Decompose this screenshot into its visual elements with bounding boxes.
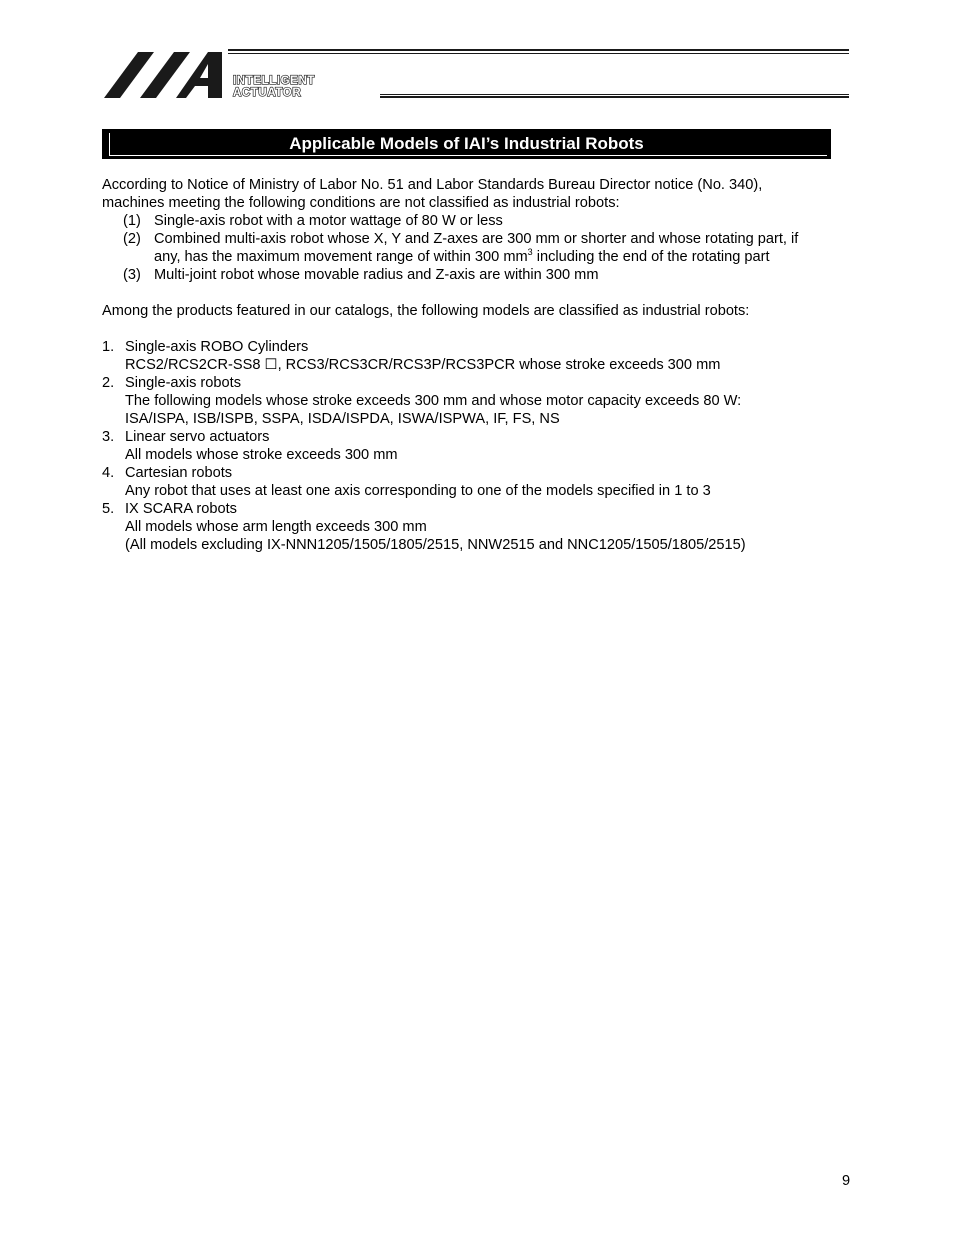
superscript: 3 (527, 247, 533, 257)
condition-item (102, 212, 862, 230)
item-number: 1. (102, 339, 115, 355)
condition-number: (3) (123, 267, 141, 283)
item-detail: (All models excluding IX-NNN1205/1505/1805/2515, NNW2515 and NNC1205/1505/1805/2515) (125, 537, 746, 553)
header-rule-bottom (380, 94, 849, 95)
item-detail: ISA/ISPA, ISB/ISPB, SSPA, ISDA/ISPDA, ISWA/ISPWA, IF, FS, NS (125, 411, 560, 427)
condition-number: (2) (123, 231, 141, 247)
condition-text-line-2-end: including the end of the rotating part (532, 249, 770, 265)
header-rule-top (228, 49, 849, 51)
condition-item (102, 230, 862, 266)
item-number: 4. (102, 465, 115, 481)
logo-wordmark (233, 75, 315, 99)
intro-line-1: According to Notice of Ministry of Labor No. 51 and Labor Standards Bureau Director notice (No. 340), (102, 177, 763, 193)
item-detail: RCS2/RCS2CR-SS8 ☐, RCS3/RCS3CR/RCS3P/RCS3PCR whose stroke exceeds 300 mm (125, 357, 721, 373)
logo-line-1: INTELLIGENT (233, 75, 315, 87)
intro-line-2: machines meeting the following conditions are not classified as industrial robots: (102, 195, 620, 211)
item-number: 5. (102, 501, 115, 517)
header-rule-top-thin (228, 53, 849, 54)
iai-logo (104, 48, 224, 100)
item-heading: Single-axis robots (125, 375, 241, 391)
item-detail: All models whose arm length exceeds 300 mm (125, 519, 427, 535)
item-detail: Any robot that uses at least one axis corresponding to one of the models specified in 1 to 3 (125, 483, 711, 499)
among-paragraph: Among the products featured in our catalogs, the following models are classified as industrial robots: (102, 303, 750, 319)
model-list-item (102, 338, 862, 374)
item-heading: IX SCARA robots (125, 501, 237, 517)
logo-line-2: ACTUATOR (233, 87, 302, 99)
item-heading: Single-axis ROBO Cylinders (125, 339, 309, 355)
model-list-item (102, 464, 862, 500)
condition-text: Single-axis robot with a motor wattage of 80 W or less (154, 213, 503, 229)
item-detail: The following models whose stroke exceeds 300 mm and whose motor capacity exceeds 80 W: (125, 393, 742, 409)
item-heading: Linear servo actuators (125, 429, 270, 445)
condition-text: Multi-joint robot whose movable radius and Z-axis are within 300 mm (154, 267, 599, 283)
document-body (102, 176, 862, 554)
item-detail: All models whose stroke exceeds 300 mm (125, 447, 398, 463)
condition-text-line-2: any, has the maximum movement range of within 300 mm (154, 249, 528, 265)
item-number: 2. (102, 375, 115, 391)
item-number: 3. (102, 429, 115, 445)
item-heading: Cartesian robots (125, 465, 233, 481)
header-rule-bottom-thick (380, 96, 849, 98)
condition-text (154, 230, 862, 266)
condition-number: (1) (123, 213, 141, 229)
page-number: 9 (842, 1173, 851, 1189)
model-list-item (102, 428, 862, 464)
model-list-item (102, 500, 862, 554)
condition-item (102, 266, 862, 284)
condition-text-line-1: Combined multi-axis robot whose X, Y and Z-axes are 300 mm or shorter and whose rotating part, if (154, 231, 799, 247)
section-title: Applicable Models of IAI’s Industrial Robots (289, 134, 644, 153)
model-list-item (102, 374, 862, 428)
section-title-banner (102, 129, 831, 159)
